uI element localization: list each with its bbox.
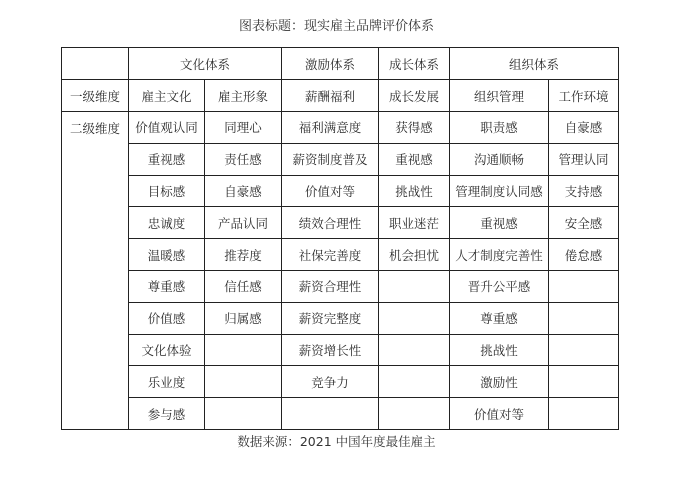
level1-dim: 成长发展 xyxy=(379,80,450,112)
table-title: 图表标题：现实雇主品牌评价体系 xyxy=(238,19,434,34)
system-incentive: 激励体系 xyxy=(282,48,379,80)
level2-cell: 自豪感 xyxy=(549,112,619,144)
level2-cell: 薪资合理性 xyxy=(282,270,379,302)
level2-row xyxy=(62,112,619,144)
level2-cell: 晋升公平感 xyxy=(450,270,549,302)
level2-cell: 沟通顺畅 xyxy=(450,143,549,175)
level2-cell: 获得感 xyxy=(379,112,450,144)
system-header-row xyxy=(62,48,619,80)
level2-cell xyxy=(379,366,450,398)
level2-cell xyxy=(549,366,619,398)
level1-dim: 雇主文化 xyxy=(129,80,205,112)
level2-cell: 安全感 xyxy=(549,207,619,239)
level2-row xyxy=(62,302,619,334)
level2-cell: 社保完善度 xyxy=(282,239,379,271)
level2-row xyxy=(62,334,619,366)
level2-cell xyxy=(282,398,379,430)
level2-cell: 职业迷茫 xyxy=(379,207,450,239)
level2-cell: 激励性 xyxy=(450,366,549,398)
system-growth: 成长体系 xyxy=(379,48,450,80)
level2-row xyxy=(62,239,619,271)
level2-cell xyxy=(205,398,282,430)
corner-cell xyxy=(62,48,129,80)
level2-row xyxy=(62,143,619,175)
level2-cell: 尊重感 xyxy=(129,270,205,302)
level2-cell: 归属感 xyxy=(205,302,282,334)
level2-cell: 管理制度认同感 xyxy=(450,175,549,207)
level2-cell: 薪资增长性 xyxy=(282,334,379,366)
level1-dim: 工作环境 xyxy=(549,80,619,112)
level1-dim: 组织管理 xyxy=(450,80,549,112)
level2-cell xyxy=(549,270,619,302)
level2-cell: 职责感 xyxy=(450,112,549,144)
level2-row xyxy=(62,207,619,239)
level1-row xyxy=(62,80,619,112)
level2-cell: 推荐度 xyxy=(205,239,282,271)
level2-cell: 自豪感 xyxy=(205,175,282,207)
level2-cell: 挑战性 xyxy=(450,334,549,366)
level2-cell xyxy=(205,334,282,366)
level2-cell xyxy=(379,270,450,302)
level2-row xyxy=(62,270,619,302)
level2-cell: 管理认同 xyxy=(549,143,619,175)
level1-label: 一级维度 xyxy=(62,80,129,112)
level2-row xyxy=(62,175,619,207)
level2-cell xyxy=(379,334,450,366)
level2-cell xyxy=(205,366,282,398)
level2-cell: 温暖感 xyxy=(129,239,205,271)
level2-row xyxy=(62,398,619,430)
level2-cell: 挑战性 xyxy=(379,175,450,207)
level2-cell: 重视感 xyxy=(379,143,450,175)
level2-cell: 价值观认同 xyxy=(129,112,205,144)
level2-cell: 价值对等 xyxy=(282,175,379,207)
level2-cell: 乐业度 xyxy=(129,366,205,398)
level2-cell: 产品认同 xyxy=(205,207,282,239)
level2-cell: 信任感 xyxy=(205,270,282,302)
level2-cell: 价值感 xyxy=(129,302,205,334)
system-organization: 组织体系 xyxy=(450,48,619,80)
level2-cell: 绩效合理性 xyxy=(282,207,379,239)
level2-cell: 薪资完整度 xyxy=(282,302,379,334)
level2-cell: 文化体验 xyxy=(129,334,205,366)
level2-cell xyxy=(379,398,450,430)
level2-row xyxy=(62,366,619,398)
system-culture: 文化体系 xyxy=(129,48,282,80)
level2-label: 二级维度 xyxy=(62,112,129,430)
level2-cell: 倦怠感 xyxy=(549,239,619,271)
level2-cell: 参与感 xyxy=(129,398,205,430)
level2-cell: 重视感 xyxy=(450,207,549,239)
level2-cell: 价值对等 xyxy=(450,398,549,430)
level2-cell: 人才制度完善性 xyxy=(450,239,549,271)
level1-dim: 雇主形象 xyxy=(205,80,282,112)
level2-cell: 忠诚度 xyxy=(129,207,205,239)
level2-cell: 责任感 xyxy=(205,143,282,175)
level2-cell xyxy=(379,302,450,334)
level2-cell xyxy=(549,302,619,334)
level2-cell: 薪资制度普及 xyxy=(282,143,379,175)
level2-cell: 目标感 xyxy=(129,175,205,207)
level1-dim: 薪酬福利 xyxy=(282,80,379,112)
level2-cell: 同理心 xyxy=(205,112,282,144)
evaluation-system-table xyxy=(61,47,619,430)
level2-cell xyxy=(549,398,619,430)
level2-cell: 机会担忧 xyxy=(379,239,450,271)
level2-cell: 重视感 xyxy=(129,143,205,175)
level2-cell: 支持感 xyxy=(549,175,619,207)
level2-cell xyxy=(549,334,619,366)
level2-cell: 尊重感 xyxy=(450,302,549,334)
data-source-note: 数据来源：2021 中国年度最佳雇主 xyxy=(237,434,436,449)
level2-cell: 福利满意度 xyxy=(282,112,379,144)
level2-cell: 竞争力 xyxy=(282,366,379,398)
